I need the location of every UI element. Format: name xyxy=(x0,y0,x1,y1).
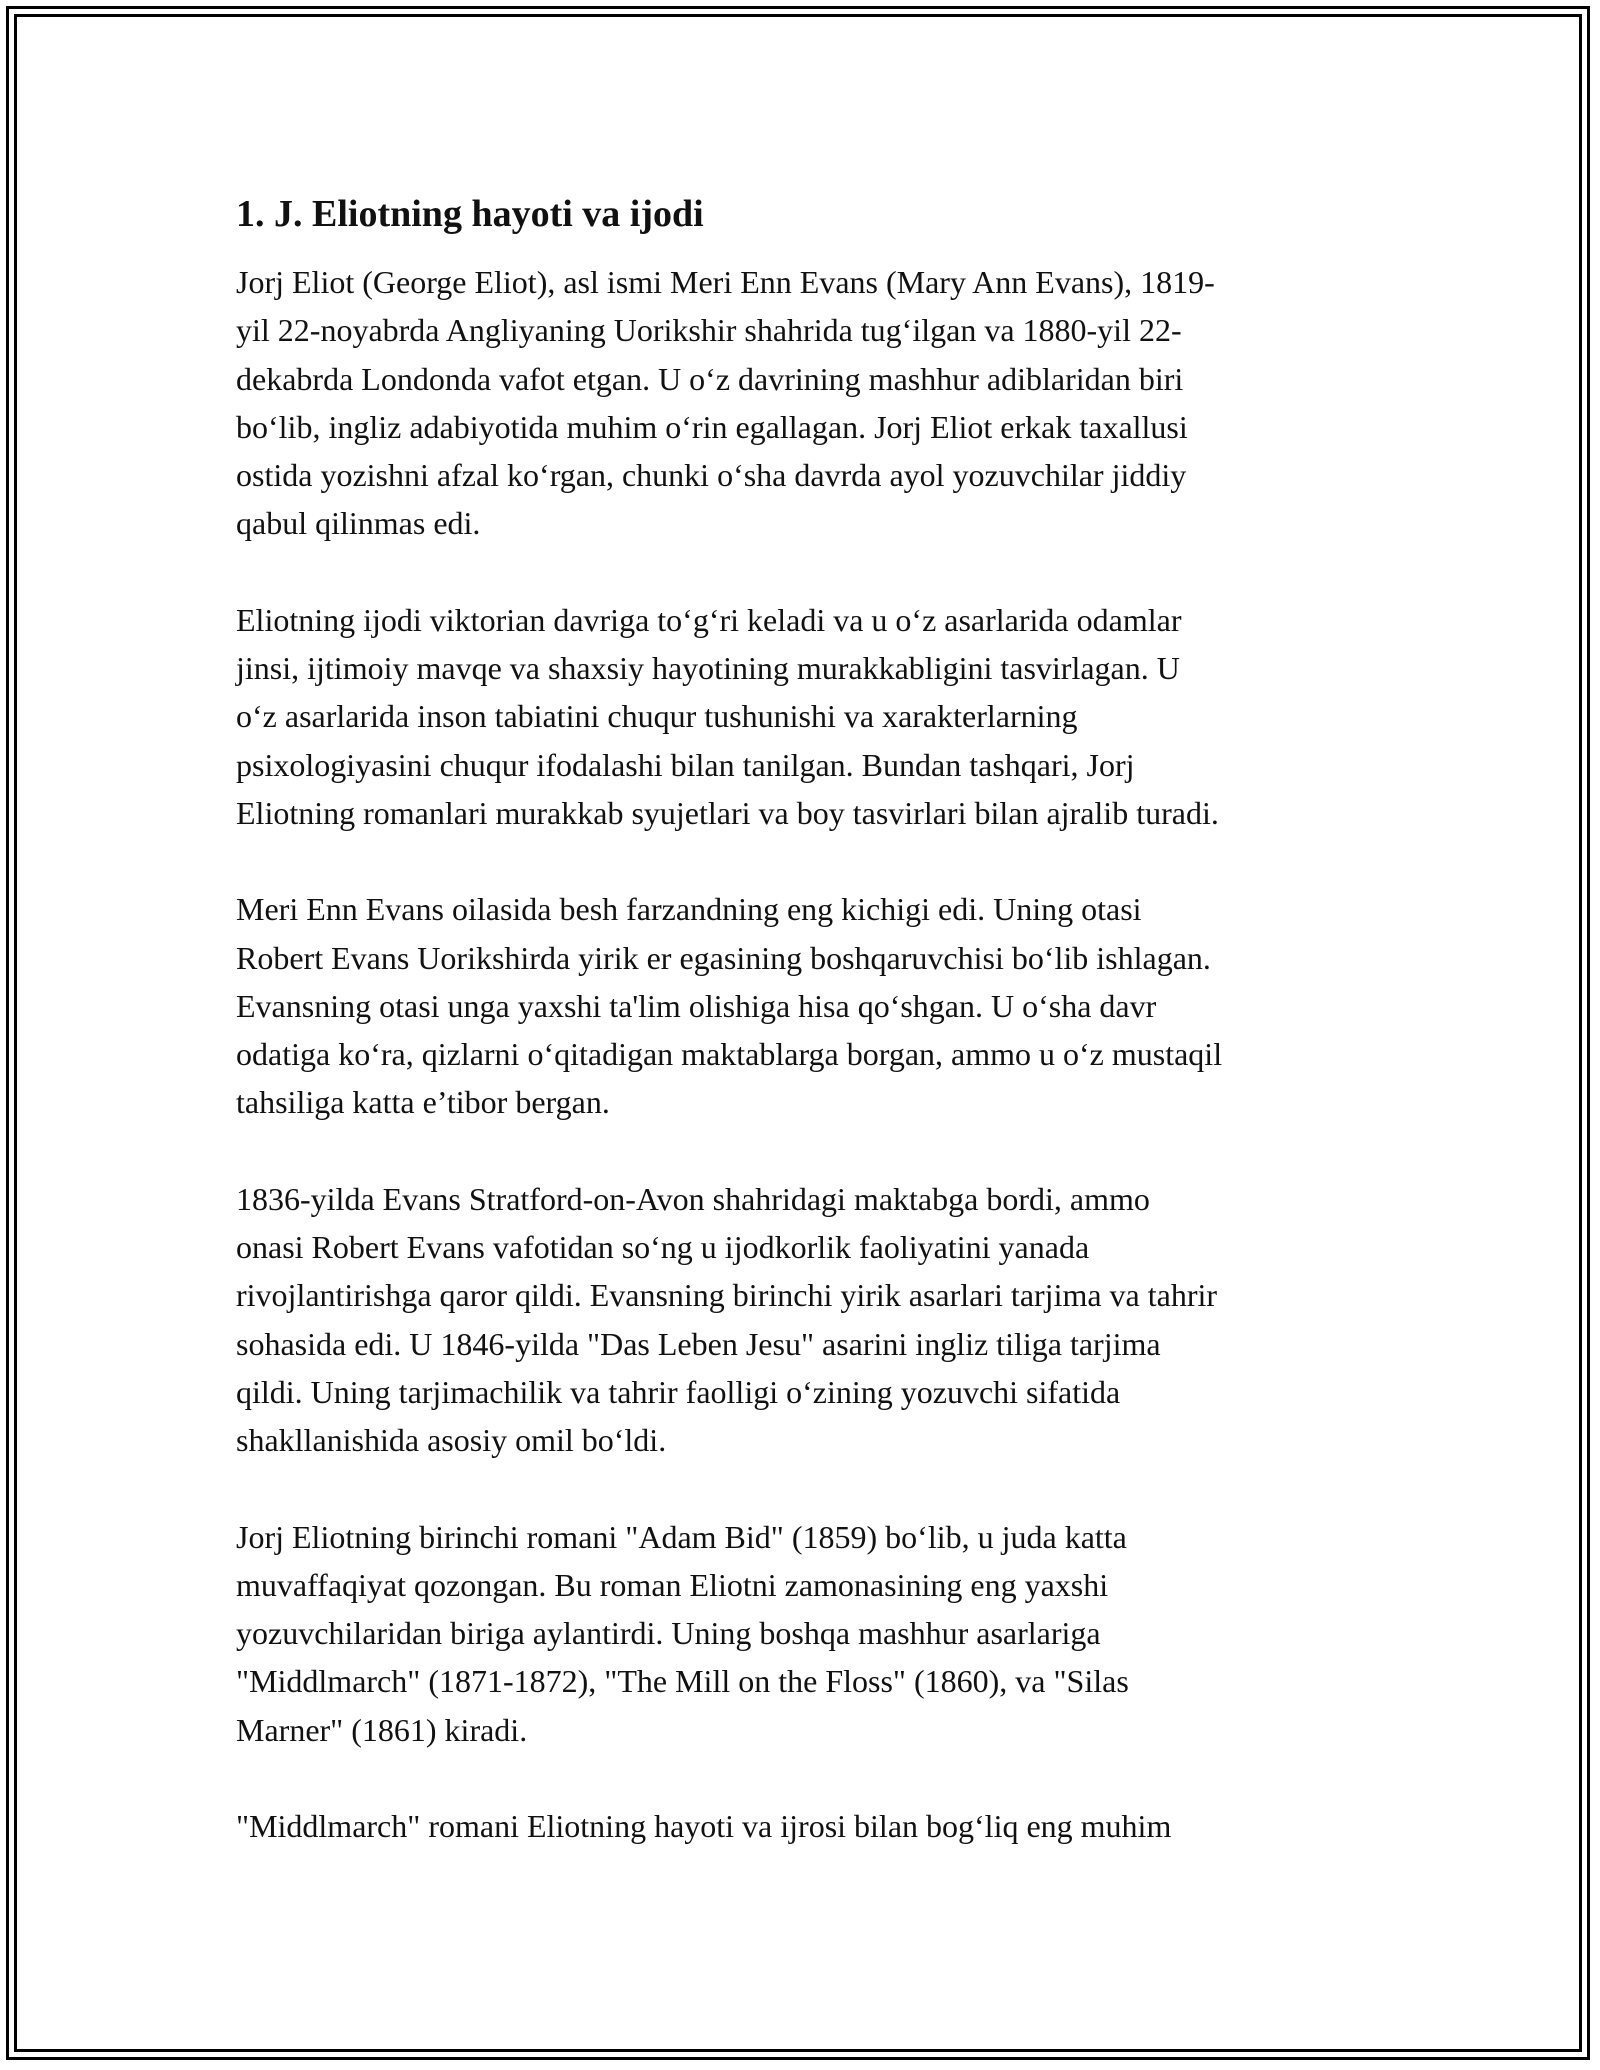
text-line: sohasida edi. U 1846-yilda "Das Leben Jesu" asarini ingliz tiliga tarjima xyxy=(236,1325,1161,1362)
text-line: Meri Enn Evans oilasida besh farzandning eng kichigi edi. Uning otasi xyxy=(236,891,1142,928)
text-line: Eliotning romanlari murakkab syujetlari va boy tasvirlari bilan ajralib turadi. xyxy=(236,794,1219,831)
text-line: Marner" (1861) kiradi. xyxy=(236,1711,528,1748)
text-line: dekabrda Londonda vafot etgan. U o‘z davrining mashhur adiblaridan biri xyxy=(236,360,1184,397)
text-line: Jorj Eliotning birinchi romani "Adam Bid" (1859) bo‘lib, u juda katta xyxy=(236,1518,1127,1555)
text-line: bo‘lib, ingliz adabiyotida muhim o‘rin egallagan. Jorj Eliot erkak taxallusi xyxy=(236,408,1188,445)
text-line: onasi Robert Evans vafotidan so‘ng u ijodkorlik faoliyatini yanada xyxy=(236,1229,1090,1266)
text-line: "Middlmarch" romani Eliotning hayoti va ijrosi bilan bog‘liq eng muhim xyxy=(236,1808,1172,1845)
text-line: "Middlmarch" (1871-1872), "The Mill on the Floss" (1860), va "Silas xyxy=(236,1663,1129,1700)
text-line: psixologiyasini chuqur ifodalashi bilan tanilgan. Bundan tashqari, Jorj xyxy=(236,746,1135,783)
text-line: o‘z asarlarida inson tabiatini chuqur tushunishi va xarakterlarning xyxy=(236,698,1078,735)
text-line: muvaffaqiyat qozongan. Bu roman Eliotni zamonasining eng yaxshi xyxy=(236,1566,1109,1603)
text-line: 1836-yilda Evans Stratford-on-Avon shahridagi maktabga bordi, ammo xyxy=(236,1180,1150,1217)
text-line: qildi. Uning tarjimachilik va tahrir faolligi o‘zining yozuvchi sifatida xyxy=(236,1373,1121,1410)
text-line: ostida yozishni afzal ko‘rgan, chunki o‘sha davrda ayol yozuvchilar jiddiy xyxy=(236,457,1187,494)
document-body xyxy=(236,186,1376,1898)
paragraph-1 xyxy=(236,258,1376,548)
text-line: Eliotning ijodi viktorian davriga to‘g‘ri keladi va u o‘z asarlarida odamlar xyxy=(236,601,1182,638)
text-line: yil 22-noyabrda Angliyaning Uorikshir shahrida tug‘ilgan va 1880-yil 22- xyxy=(236,312,1182,349)
text-line: yozuvchilaridan biriga aylantirdi. Uning boshqa mashhur asarlariga xyxy=(236,1615,1101,1652)
paragraph-4 xyxy=(236,1175,1376,1465)
text-line: Robert Evans Uorikshirda yirik er egasining boshqaruvchisi bo‘lib ishlagan. xyxy=(236,939,1211,976)
text-line: jinsi, ijtimoiy mavqe va shaxsiy hayotining murakkabligini tasvirlagan. U xyxy=(236,650,1180,687)
text-line: tahsiliga katta e’tibor bergan. xyxy=(236,1084,610,1121)
paragraph-6 xyxy=(236,1802,1376,1850)
paragraph-3 xyxy=(236,885,1376,1126)
text-line: odatiga ko‘ra, qizlarni o‘qitadigan maktablarga borgan, ammo u o‘z mustaqil xyxy=(236,1036,1223,1073)
text-line: rivojlantirishga qaror qildi. Evansning birinchi yirik asarlari tarjima va tahrir xyxy=(236,1277,1218,1314)
text-line: qabul qilinmas edi. xyxy=(236,505,481,542)
text-line: Jorj Eliot (George Eliot), asl ismi Meri Enn Evans (Mary Ann Evans), 1819- xyxy=(236,264,1215,300)
text-line: shakllanishida asosiy omil bo‘ldi. xyxy=(236,1422,667,1459)
text-line: Evansning otasi unga yaxshi ta'lim olishiga hisa qo‘shgan. U o‘sha davr xyxy=(236,987,1157,1024)
paragraph-5 xyxy=(236,1513,1376,1754)
section-heading: 1. J. Eliotning hayoti va ijodi xyxy=(236,193,704,235)
paragraph-2 xyxy=(236,596,1376,837)
